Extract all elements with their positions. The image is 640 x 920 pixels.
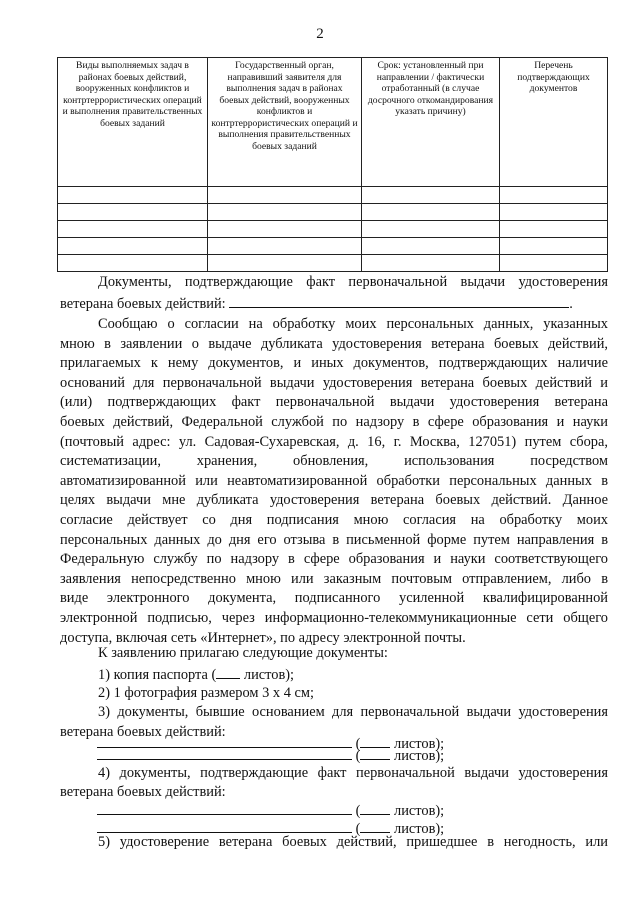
consent-line: (или) подтверждающих факт первоначальной выдачи удостоверения ветерана bbox=[60, 394, 608, 411]
sheets-open: ( bbox=[355, 748, 361, 764]
docs-first-issue-line2 bbox=[60, 293, 608, 315]
consent-line: оснований для первоначальной выдачи удостоверения ветерана боевых действий и bbox=[60, 374, 608, 391]
table-row bbox=[58, 221, 608, 238]
table-row bbox=[58, 187, 608, 204]
docs-first-issue-period: . bbox=[569, 296, 573, 312]
attachment-item-4-line1: 4) документы, подтверждающие факт первоначальной выдачи удостоверения bbox=[98, 765, 608, 781]
table-cell bbox=[58, 255, 208, 272]
table-cell bbox=[208, 204, 362, 221]
sheets-close: листов); bbox=[394, 821, 445, 837]
tasks-table bbox=[57, 57, 608, 272]
consent-line: прилагаемых к нему документов, и иных документов, подтверждающих наличие bbox=[60, 355, 608, 372]
table-cell bbox=[58, 187, 208, 204]
table-cell bbox=[362, 187, 500, 204]
table-cell bbox=[500, 204, 608, 221]
table-cell bbox=[208, 221, 362, 238]
sheets-blank bbox=[360, 745, 390, 760]
page-number: 2 bbox=[316, 26, 324, 42]
table-cell bbox=[362, 255, 500, 272]
table-cell bbox=[208, 255, 362, 272]
consent-line: Федеральную службу по надзору в сфере образования и науки соответствующего bbox=[60, 551, 608, 568]
sheets-blank bbox=[360, 800, 390, 815]
consent-line: доступа, включая сеть «Интернет», по адресу электронной почты. bbox=[60, 629, 466, 646]
consent-line: систематизации, хранения, обновления, использования посредством bbox=[60, 453, 608, 470]
table-cell bbox=[500, 255, 608, 272]
table-row bbox=[58, 238, 608, 255]
docs-first-issue-blank bbox=[229, 293, 569, 308]
table-cell bbox=[58, 238, 208, 255]
consent-paragraph bbox=[60, 315, 608, 648]
consent-line: автоматизированной или неавтоматизированной обработки персональных данных в bbox=[60, 472, 608, 489]
attachment-item-5: 5) удостоверение ветерана боевых действий, пришедшее в негодность, или bbox=[98, 834, 608, 850]
attachment-item-3-line1: 3) документы, бывшие основанием для первоначальной выдачи удостоверения bbox=[98, 704, 608, 720]
table-cell bbox=[362, 238, 500, 255]
table-header-period: Срок: установленный при направлении / фактически отработанный (в случае досрочного откомандирования указать причину) bbox=[362, 58, 500, 187]
item1-sheets-blank bbox=[216, 664, 240, 679]
sheets-open: ( bbox=[355, 803, 361, 819]
sheets-close: листов); bbox=[394, 803, 445, 819]
table-cell bbox=[500, 187, 608, 204]
consent-line: согласие действует со дня подписания мною согласия на обработку моих bbox=[60, 511, 608, 528]
table-cell bbox=[58, 221, 208, 238]
docs-first-issue-label: ветерана боевых действий: bbox=[60, 296, 226, 312]
consent-line: заявления непосредственно мною или заказным почтовым отправлением, либо в bbox=[60, 570, 608, 587]
table-header-documents: Перечень подтверждающих документов bbox=[500, 58, 608, 187]
sheets-close: листов); bbox=[394, 748, 445, 764]
consent-line: Сообщаю о согласии на обработку моих персональных данных, указанных bbox=[98, 316, 608, 332]
attachment-item-4-line2: ветерана боевых действий: bbox=[60, 784, 226, 800]
attachment-item-3-line2: ветерана боевых действий: bbox=[60, 724, 226, 740]
table-cell bbox=[58, 204, 208, 221]
table-cell bbox=[362, 221, 500, 238]
docs-first-issue-line1: Документы, подтверждающие факт первоначальной выдачи удостоверения bbox=[98, 274, 608, 290]
document-blank bbox=[97, 800, 352, 815]
sheets-blank bbox=[360, 818, 390, 833]
attachment-item-2: 2) 1 фотография размером 3 х 4 см; bbox=[98, 685, 314, 701]
consent-line: боевых действий, Федеральной службой по надзору в сфере образования и науки bbox=[60, 413, 608, 430]
consent-line: мною в заявлении о выдаче дубликата удостоверения ветерана боевых действий, bbox=[60, 335, 608, 352]
consent-line: целях выдачи мне дубликата удостоверения ветерана боевых действий. Данное bbox=[60, 492, 608, 509]
consent-line: электронной подписью, через информационно-телекоммуникационные сети общего bbox=[60, 609, 608, 626]
table-header-row bbox=[58, 58, 608, 187]
table-cell bbox=[362, 204, 500, 221]
document-blank bbox=[97, 745, 352, 760]
attachments-intro: К заявлению прилагаю следующие документы: bbox=[98, 645, 388, 661]
document-blank bbox=[97, 818, 352, 833]
table-cell bbox=[208, 187, 362, 204]
table-header-tasks: Виды выполняемых задач в районах боевых действий, вооруженных конфликтов и контртеррористических операций и выполнения правительственных боевых заданий bbox=[58, 58, 208, 187]
attachment-item-1 bbox=[60, 664, 608, 686]
table-cell bbox=[500, 238, 608, 255]
table-row bbox=[58, 204, 608, 221]
consent-line: виде электронного документа, подписанного усиленной квалифицированной bbox=[60, 590, 608, 607]
sheets-close: листов); bbox=[394, 736, 445, 752]
table-row bbox=[58, 255, 608, 272]
table-cell bbox=[500, 221, 608, 238]
sheets-open: ( bbox=[355, 821, 361, 837]
consent-line: (почтовый адрес: ул. Садовая-Сухаревская, д. 16, г. Москва, 127051) путем сбора, bbox=[60, 433, 608, 450]
sheets-open: ( bbox=[355, 736, 361, 752]
table-header-authority: Государственный орган, направивший заявителя для выполнения задач в районах боевых действий, вооруженных конфликтов и контртеррористических операций и выполнения правительственных боевых заданий bbox=[208, 58, 362, 187]
consent-line: персональных данных до дня его отзыва в письменной форме путем направления в bbox=[60, 531, 608, 548]
item1-label: 1) копия паспорта ( bbox=[98, 667, 217, 683]
table-cell bbox=[208, 238, 362, 255]
item1-sheets-suffix: листов); bbox=[243, 667, 295, 683]
